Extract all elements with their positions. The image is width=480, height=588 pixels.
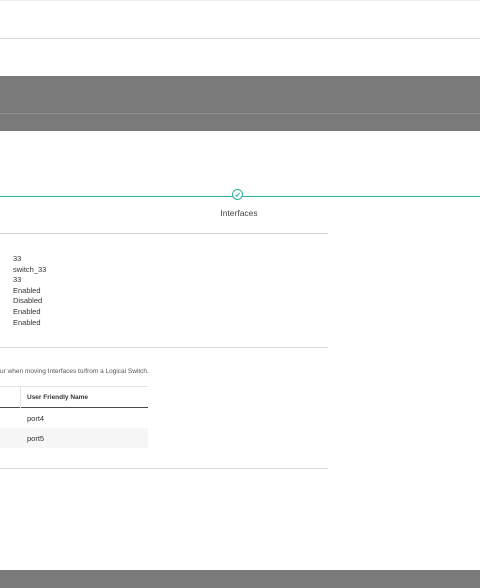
top-panel: [0, 0, 480, 39]
table-header: [0, 386, 148, 408]
header-bar: [0, 76, 480, 131]
interfaces-note: ur when moving Interfaces to/from a Logical Switch.: [0, 368, 149, 375]
section-divider: [0, 233, 328, 234]
table-cell: port4: [27, 414, 45, 423]
table-row[interactable]: [0, 408, 148, 428]
step-label-interfaces[interactable]: Interfaces: [220, 208, 258, 218]
summary-value: Disabled: [13, 296, 43, 306]
check-circle-icon[interactable]: [232, 189, 243, 200]
footer-bar: [0, 570, 480, 588]
column-header-user-friendly-name[interactable]: User Friendly Name: [27, 394, 89, 401]
summary-values: [13, 254, 46, 328]
summary-value: Enabled: [13, 285, 41, 295]
section-divider: [0, 347, 328, 348]
table-cell: port5: [27, 434, 45, 443]
summary-value: Enabled: [13, 317, 41, 327]
summary-value: 33: [13, 254, 22, 263]
summary-value: switch_33: [13, 264, 47, 274]
table-row[interactable]: [0, 428, 148, 448]
summary-value: 33: [13, 275, 22, 285]
section-divider: [0, 468, 328, 469]
summary-value: Enabled: [13, 306, 41, 316]
